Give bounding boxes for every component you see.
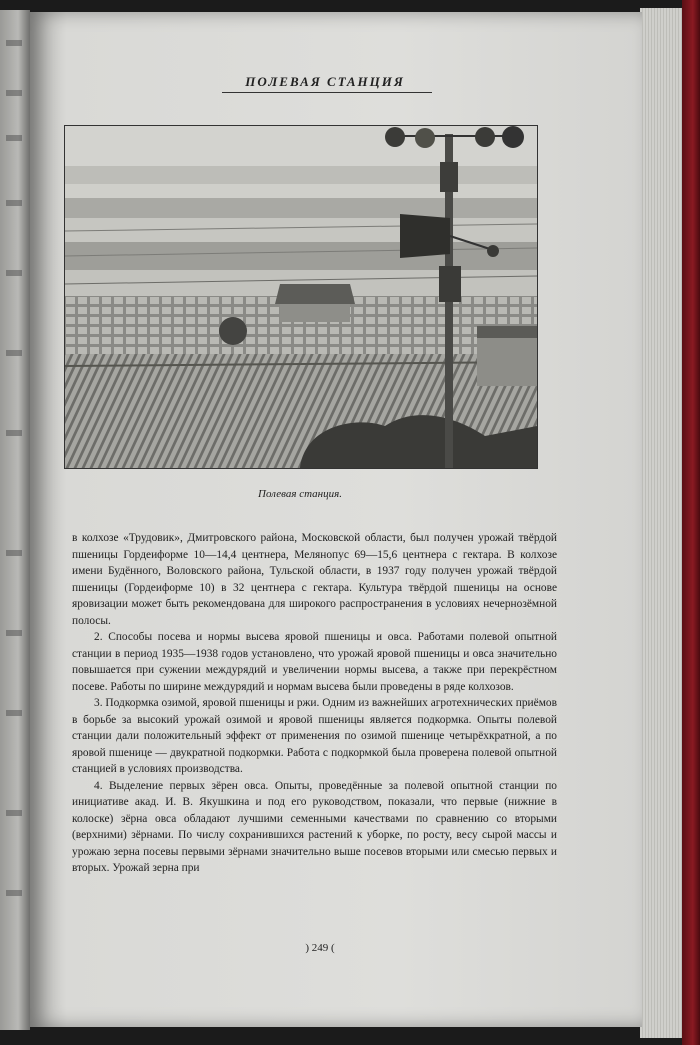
page-edges [640, 8, 684, 1038]
paragraph: 4. Выделение первых зёрен овса. Опыты, проведённые за полевой опытной станции по инициативе акад. И. В. Якушкина и под его руководством, показали, что первые (нижние в колоске) зёрна овса обладают лучшими семенными качествами по сравнению со вторыми (верхними) зёрнами. По числу сохранившихся растений к уборке, по росту, весу сырой массы и урожаю зерна посевы первыми зёрнами значительно выше посевов вторыми или смесью первых и вторых. Урожай зерна при [72, 779, 557, 874]
page-number: ) 249 ( [305, 942, 335, 954]
left-page-edge [0, 10, 30, 1030]
photo-illustration [65, 126, 537, 468]
left-page-text-fragment [6, 430, 22, 436]
paragraph: в колхозе «Трудовик», Дмитровского района, Московской области, был получен урожай твёрдой пшеницы Гордеиформе 10—14,4 центнера, Мелянопус 69—15,6 центнера с гектара. В колхозе имени Будённого, Воловского района, Тульской области, в 1937 году получен урожай твёрдой пшеницы (Гордеиформе 10) в 32 центнера с гектара. Культура твёрдой пшеницы на основе яровизации может быть рекомендована для широкого распространения в условиях нечернозёмной полосы. [72, 532, 557, 627]
figure-caption: Полевая станция. [258, 488, 342, 500]
left-page-text-fragment [6, 350, 22, 356]
left-page-text-fragment [6, 550, 22, 556]
page-number-value: 249 [311, 942, 329, 954]
book-page [30, 12, 642, 1027]
header-rule [222, 92, 432, 93]
left-page-text-fragment [6, 630, 22, 636]
left-page-text-fragment [6, 200, 22, 206]
running-title: ПОЛЕВАЯ СТАНЦИЯ [245, 74, 405, 89]
paragraph: 2. Способы посева и нормы высева яровой пшеницы и овса. Работами полевой опытной станции в период 1935—1938 годов установлено, что урожай яровой пшеницы и овса значительно повышается при сужении междурядий и увеличении нормы высева, а также при перекрёстном посеве. Работы по ширине междурядий и нормам высева были проведены в ряде колхозов. [72, 631, 557, 693]
left-page-text-fragment [6, 40, 22, 46]
book-cover-edge [682, 0, 700, 1045]
left-page-text-fragment [6, 710, 22, 716]
left-page-text-fragment [6, 90, 22, 96]
left-page-text-fragment [6, 890, 22, 896]
body-text [72, 530, 557, 877]
paragraph: 3. Подкормка озимой, яровой пшеницы и ржи. Одним из важнейших агротехнических приёмов в борьбе за высокий урожай озимой и яровой пшеницы является подкормка. Опыты полевой станции дали положительный эффект от применения по озимой пшенице четырёхкратной, а по яровой пшенице — двукратной подкормки. Работа с подкормкой была проверена полевой опытной станцией в условиях производства. [72, 697, 557, 775]
field-station-photo [64, 125, 538, 469]
left-page-text-fragment [6, 135, 22, 141]
left-page-text-fragment [6, 810, 22, 816]
left-page-text-fragment [6, 270, 22, 276]
